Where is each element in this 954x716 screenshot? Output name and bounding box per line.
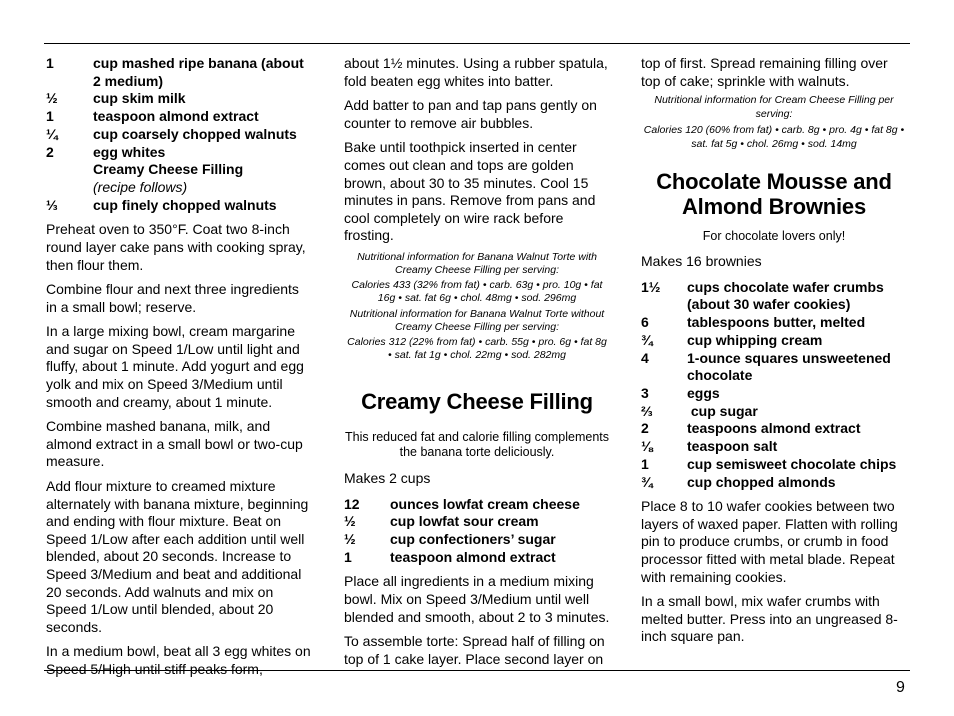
ingredient-qty: ¾ [641,473,653,490]
ingredient-list [344,496,610,567]
ingredient-note: (recipe follows) [93,178,188,195]
column-1 [46,55,312,686]
ingredient-text: eggs [687,385,720,401]
instruction-paragraph: Combine flour and next three ingredients in a small bowl; reserve. [46,281,299,315]
ingredient-qty [46,161,93,196]
instruction-paragraph: In a large mixing bowl, cream margarine and sugar on Speed 1/Low until light and fluffy, about 1 minute. Add yogurt and egg yolk and mix on Speed 3/Medium until smooth and creamy, about 1 minute. [46,323,304,410]
ingredient-row [641,314,907,332]
ingredient-text: Creamy Cheese Filling [93,161,244,178]
ingredient-row [641,350,907,385]
ingredient-qty: ½ [344,530,356,547]
instruction-paragraph: Combine mashed banana, milk, and almond extract in a small bowl or two-cup measure. [46,418,303,470]
nutrition-title: Nutritional information for Banana Walnut Torte with Creamy Cheese Filling per serving: [357,250,597,277]
ingredient-qty: 4 [641,349,649,366]
ingredient-row [641,332,907,350]
ingredient-qty: 1 [641,455,649,472]
instruction-paragraph: about 1½ minutes. Using a rubber spatula, fold beaten egg whites into batter. [344,55,608,89]
top-rule [44,43,910,44]
ingredient-text: teaspoon almond extract [390,548,556,565]
instruction-paragraph: In a medium bowl, beat all 3 egg whites on Speed 5/High until stiff peaks form, [46,643,311,677]
ingredient-text: 1-ounce squares unsweetened chocolate [687,349,891,384]
column-3 [641,55,907,653]
nutrition-values: Calories 312 (22% from fat) • carb. 55g • pro. 6g • fat 8g • sat. fat 1g • chol. 22mg • sod. 282mg [347,335,607,362]
ingredient-qty: 2 [641,420,649,437]
instruction-paragraph: To assemble torte: Spread half of filling on top of 1 cake layer. Place second layer on [344,633,605,667]
ingredient-text: cups chocolate wafer crumbs (about 30 wafer cookies) [687,278,884,313]
recipe-title: Creamy Cheese Filling [361,388,593,414]
ingredient-text: cup confectioners’ sugar [390,530,556,547]
ingredient-row [46,55,312,90]
ingredient-row [641,403,907,421]
ingredient-row [46,126,312,144]
ingredient-text: cup semisweet chocolate chips [687,455,897,472]
ingredient-row [344,513,610,531]
ingredient-qty: ⅔ [641,402,653,419]
ingredient-row [641,456,907,474]
ingredient-text: cup sugar [687,402,758,419]
ingredient-qty: 3 [641,385,649,401]
ingredient-text: cup chopped almonds [687,473,836,490]
ingredient-row [641,438,907,456]
ingredient-qty: 2 [46,143,54,160]
nutrition-values: Calories 433 (32% from fat) • carb. 63g • pro. 10g • fat 16g • sat. fat 6g • chol. 48mg • sod. 296mg [351,278,603,305]
ingredient-row [344,549,610,567]
ingredient-text: cup whipping cream [687,331,823,348]
ingredient-qty: ⅛ [641,438,653,455]
ingredient-qty: 6 [641,314,649,331]
instruction-paragraph: Place all ingredients in a medium mixing bowl. Mix on Speed 3/Medium until well blended and smooth, about 2 to 3 minutes. [344,573,610,625]
page-number: 9 [896,679,905,696]
instruction-paragraph: Add batter to pan and tap pans gently on counter to remove air bubbles. [344,97,597,131]
ingredient-text: cup coarsely chopped walnuts [93,125,297,142]
ingredient-row [46,90,312,108]
ingredient-qty: 1 [46,108,54,125]
ingredient-text: tablespoons butter, melted [687,314,866,331]
ingredient-row [641,279,907,314]
instruction-paragraph: top of first. Spread remaining filling over top of cake; sprinkle with walnuts. [641,55,888,89]
ingredient-row [641,385,907,403]
ingredient-qty: 1 [46,55,54,71]
nutrition-values: Calories 120 (60% from fat) • carb. 8g • pro. 4g • fat 8g • sat. fat 5g • chol. 26mg • sod. 14mg [643,124,905,150]
ingredient-text: cup finely chopped walnuts [93,196,277,213]
ingredient-text: cup mashed ripe banana (about 2 medium) [93,55,304,89]
recipe-subtitle: This reduced fat and calorie filling complements the banana torte deliciously. [344,429,610,459]
recipe-title: Chocolate Mousse and Almond Brownies [656,169,892,220]
ingredient-text: teaspoon salt [687,438,778,455]
instruction-paragraph: In a small bowl, mix wafer crumbs with melted butter. Press into an ungreased 8-inch square pan. [641,593,898,645]
ingredient-qty: 1 [344,548,352,565]
ingredient-qty: ½ [46,90,58,107]
makes-label: Makes 2 cups [344,469,431,486]
ingredient-qty: ⅓ [46,196,58,213]
recipe-subtitle: For chocolate lovers only! [702,229,846,244]
makes-label: Makes 16 brownies [641,253,762,270]
ingredient-text: cup lowfat sour cream [390,513,539,530]
ingredient-qty: 1½ [641,278,661,295]
ingredient-qty: ¼ [46,125,58,142]
ingredient-row [344,531,610,549]
ingredient-row [46,161,312,196]
ingredient-text: egg whites [93,143,166,160]
ingredient-row [641,420,907,438]
ingredient-row [641,474,907,492]
ingredient-row [46,144,312,162]
instruction-paragraph: Preheat oven to 350°F. Coat two 8-inch round layer cake pans with cooking spray, then flour them. [46,221,306,273]
instruction-paragraph: Bake until toothpick inserted in center comes out clean and tops are golden brown, about 30 to 35 minutes. Cool 15 minutes in pans. Remove from pans and cool completely on wire rack before frosting. [344,139,596,244]
ingredient-qty: ½ [344,513,356,530]
ingredient-row [46,197,312,215]
ingredient-list [641,279,907,491]
ingredient-list [46,55,312,214]
ingredient-qty: 12 [344,495,360,512]
ingredient-row [344,496,610,514]
bottom-rule [44,670,910,671]
ingredient-text: cup skim milk [93,90,186,107]
ingredient-row [46,108,312,126]
ingredient-text: ounces lowfat cream cheese [390,495,580,512]
column-2 [344,55,610,675]
ingredient-text: teaspoon almond extract [93,108,259,125]
nutrition-title: Nutritional information for Cream Cheese Filling per serving: [654,94,894,120]
instruction-paragraph: Place 8 to 10 wafer cookies between two layers of waxed paper. Flatten with rolling pin to produce crumbs, or crumb in food processor fitted with metal blade. Repeat with remaining cookies. [641,498,898,585]
instruction-paragraph: Add flour mixture to creamed mixture alternately with banana mixture, beginning and ending with flour mixture. Beat on Speed 1/Low after each addition until well blended, about 20 seconds. Increase to Speed 3/Medium and beat and additional 20 seconds. Add walnuts and mix on Speed 1/Low until blended, about 20 seconds. [46,478,309,635]
ingredient-qty: ¾ [641,331,653,348]
ingredient-text: teaspoons almond extract [687,420,861,437]
nutrition-title: Nutritional information for Banana Walnut Torte without Creamy Cheese Filling per serving: [349,307,605,334]
